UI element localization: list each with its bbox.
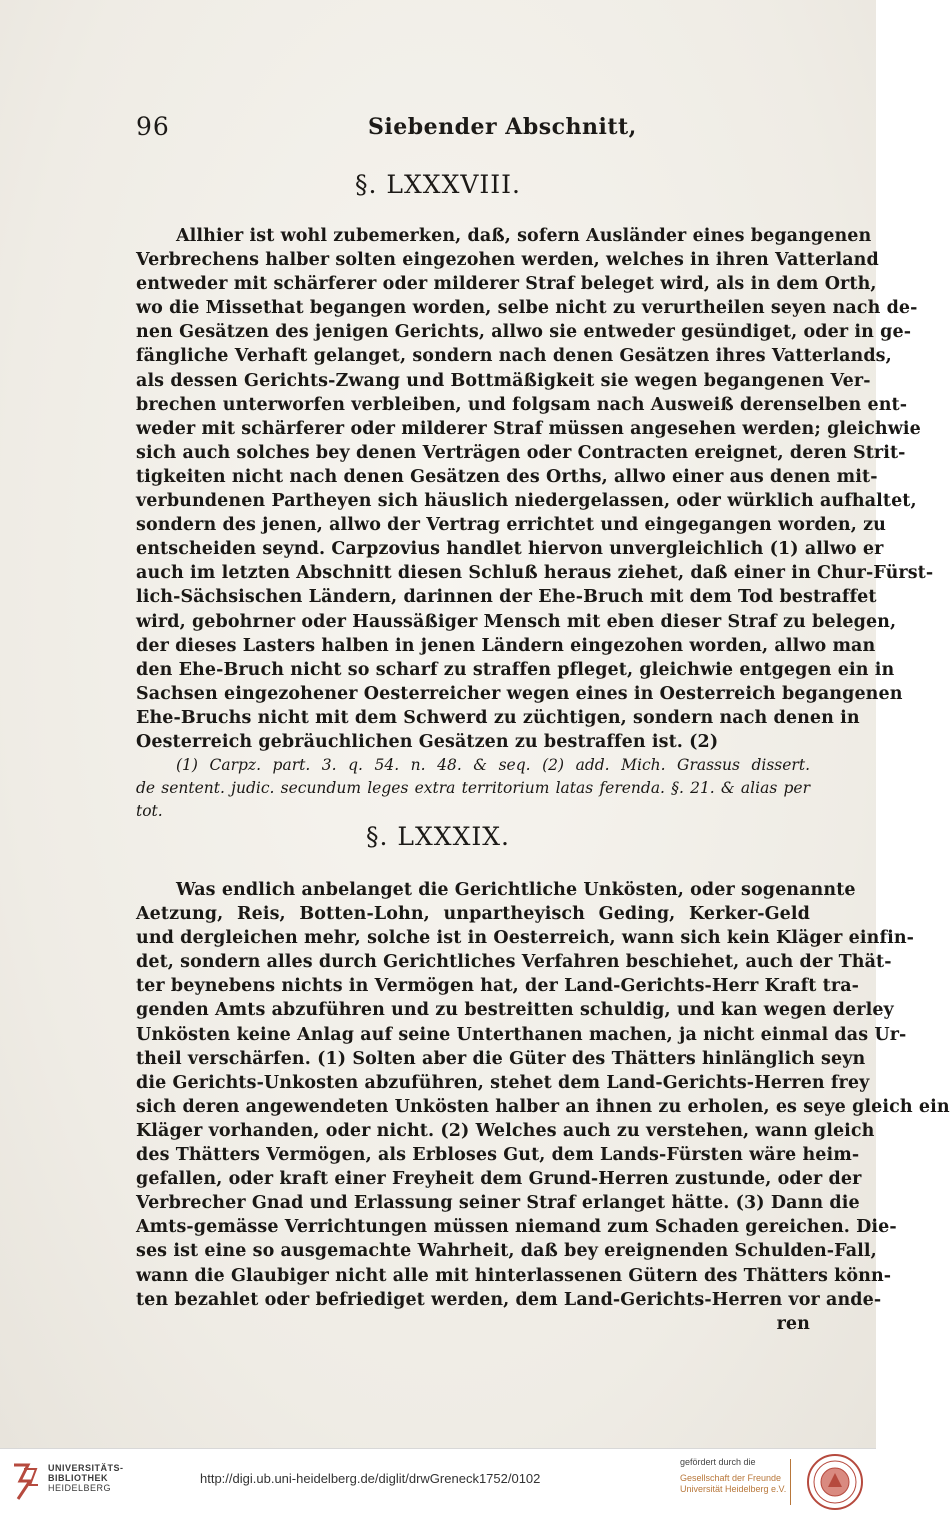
page-number: 96 [136, 112, 170, 141]
sponsor-divider [790, 1459, 791, 1505]
section-89-body [136, 878, 950, 1336]
text-line: weder mit schärferer oder milderer Straf müssen angesehen werden; gleichwie [136, 418, 921, 439]
text-line: auch im letzten Abschnitt diesen Schluß heraus ziehet, daß einer in Chur-Fürst- [136, 563, 934, 584]
text-line: und dergleichen mehr, solche ist in Oesterreich, wann sich kein Kläger einfin- [136, 928, 915, 949]
text-line: gefallen, oder kraft einer Freyheit dem Grund-Herren zustunde, oder der [136, 1169, 862, 1190]
text-line: Allhier ist wohl zubemerken, daß, sofern Ausländer eines begangenen [176, 226, 872, 246]
text-line: wo die Missethat begangen worden, selbe nicht zu verurtheilen seyen nach de- [136, 298, 918, 319]
text-line: nen Gesätzen des jenigen Gerichts, allwo sie entweder gesündiget, oder in ge- [136, 322, 912, 343]
text-line: Verbrechens halber solten eingezohen werden, welches in ihren Vatterland [136, 250, 879, 271]
text-line: sich auch solches bey denen Verträgen oder Contracten ereignet, deren Strit- [136, 442, 906, 463]
text-line: des Thätters Vermögen, als Erbloses Gut, dem Lands-Fürsten wäre heim- [136, 1145, 860, 1166]
library-logo-icon[interactable] [10, 1459, 42, 1503]
text-line: theil verschärfen. (1) Solten aber die Güter des Thätters hinlänglich seyn [136, 1048, 866, 1069]
footnote-line: (1) Carpz. part. 3. q. 54. n. 48. & seq. (2) add. Mich. Grassus dissert. [176, 756, 810, 775]
sponsor-label: gefördert durch die [680, 1457, 756, 1467]
text-line: Amts-gemässe Verrichtungen müssen niemand zum Schaden gereichen. Die- [136, 1217, 897, 1238]
page-header [136, 112, 810, 146]
footnote-line: de sentent. judic. secundum leges extra territorium latas ferenda. §. 21. & alias per [136, 779, 810, 798]
text-line: verbundenen Partheyen sich häuslich niedergelassen, oder würklich aufhaltet, [136, 491, 917, 512]
sponsor-name[interactable]: Gesellschaft der Freunde Universität Heidelberg e.V. [680, 1473, 787, 1494]
text-line: als dessen Gerichts-Zwang und Bottmäßigkeit sie wegen begangenen Ver- [136, 370, 871, 391]
text-line: Oesterreich gebräuchlichen Gesätzen zu bestraffen ist. (2) [136, 731, 719, 752]
text-line: fängliche Verhaft gelanget, sondern nach denen Gesätzen ihres Vatterlands, [136, 346, 892, 367]
section-heading-89: §. LXXXIX. [365, 822, 510, 851]
section-88-body [136, 224, 934, 823]
text-line: Sachsen eingezohener Oesterreicher wegen eines in Oesterreich begangenen [136, 683, 903, 704]
text-line: ses ist eine so ausgemachte Wahrheit, daß bey ereignenden Schulden-Fall, [136, 1241, 877, 1262]
section-heading-88: §. LXXXVIII. [354, 170, 522, 199]
text-line: wird, gebohrner oder Haussäßiger Mensch mit eben dieser Straf zu belegen, [136, 611, 897, 632]
text-line: det, sondern alles durch Gerichtliches Verfahren beschiehet, auch der Thät- [136, 952, 892, 973]
text-line: brechen unterworfen verbleiben, und folgsam nach Ausweiß derenselben ent- [136, 394, 908, 415]
text-line: entscheiden seynd. Carpzovius handlet hiervon unvergleichlich (1) allwo er [136, 539, 884, 560]
text-line: Was endlich anbelanget die Gerichtliche Unkösten, oder sogenannte [176, 880, 856, 900]
permalink-url[interactable]: http://digi.ub.uni-heidelberg.de/diglit/drwGreneck1752/0102 [200, 1471, 541, 1486]
text-line: Aetzung, Reis, Botten-Lohn, unpartheyisch Geding, Kerker-Geld [136, 904, 810, 925]
text-line: lich-Sächsischen Ländern, darinnen der Ehe-Bruch mit dem Tod bestraffet [136, 587, 877, 608]
text-line: Unkösten keine Anlag auf seine Unterthanen machen, ja nicht einmal das Ur- [136, 1024, 907, 1045]
university-seal-icon[interactable] [806, 1453, 864, 1511]
text-line: wann die Glaubiger nicht alle mit hinterlassenen Gütern des Thätters könn- [136, 1265, 892, 1286]
text-line: Verbrecher Gnad und Erlassung seiner Straf erlanget hätte. (3) Dann die [136, 1193, 860, 1214]
text-line: Kläger vorhanden, oder nicht. (2) Welches auch zu verstehen, wann gleich [136, 1120, 875, 1141]
catchword: ren [776, 1313, 810, 1334]
text-line: sich deren angewendeten Unkösten halber an ihnen zu erholen, es seye gleich ein [136, 1096, 950, 1117]
text-line: die Gerichts-Unkosten abzuführen, stehet dem Land-Gerichts-Herren frey [136, 1072, 870, 1093]
viewer-footer [0, 1448, 876, 1514]
text-line: ten bezahlet oder befriediget werden, dem Land-Gerichts-Herren vor ande- [136, 1289, 882, 1310]
text-line: genden Amts abzuführen und zu bestreitten schuldig, und kan wegen derley [136, 1000, 894, 1021]
text-line: den Ehe-Bruch nicht so scharf zu straffen pfleget, gleichwie entgegen ein in [136, 659, 895, 680]
footnote-line: tot. [136, 802, 163, 821]
text-line: sondern des jenen, allwo der Vertrag errichtet und eingegangen worden, zu [136, 515, 886, 536]
running-head: Siebender Abschnitt, [368, 114, 637, 140]
text-line: entweder mit schärferer oder milderer Straf beleget wird, als in dem Orth, [136, 274, 877, 295]
text-line: tigkeiten nicht nach denen Gesätzen des Orths, allwo einer aus denen mit- [136, 466, 878, 487]
text-line: Ehe-Bruchs nicht mit dem Schwerd zu züchtigen, sondern nach denen in [136, 707, 860, 728]
text-line: ter beynebens nichts in Vermögen hat, der Land-Gerichts-Herr Kraft tra- [136, 976, 859, 997]
text-line: der dieses Lasters halben in jenen Ländern eingezohen worden, allwo man [136, 635, 876, 656]
library-name: UNIVERSITÄTS- BIBLIOTHEK HEIDELBERG [48, 1463, 124, 1493]
